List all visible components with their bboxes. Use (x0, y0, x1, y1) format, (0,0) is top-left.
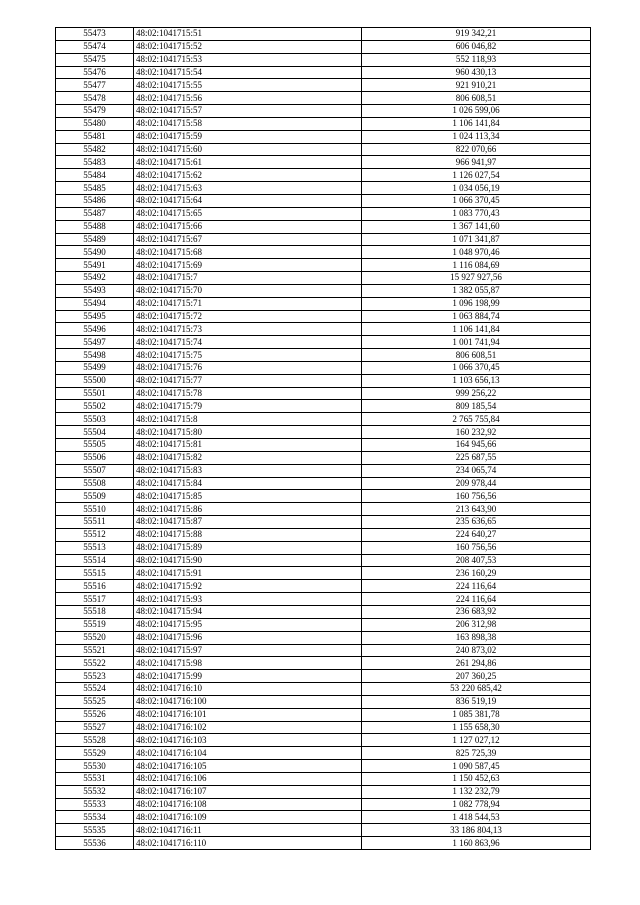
cadastral-value-cell: 1 082 778,94 (362, 798, 591, 811)
table-row (56, 284, 591, 297)
table-row (56, 246, 591, 259)
row-number-cell: 55482 (56, 143, 134, 156)
cadastral-value-cell: 2 765 755,84 (362, 413, 591, 426)
row-number-cell: 55494 (56, 297, 134, 310)
cadastral-value-cell: 261 294,86 (362, 657, 591, 670)
row-number-cell: 55488 (56, 220, 134, 233)
table-row (56, 66, 591, 79)
table-row (56, 593, 591, 606)
cadastral-value-cell: 1 132 232,79 (362, 785, 591, 798)
cadastral-number-cell: 48:02:1041715:96 (134, 631, 362, 644)
table-row (56, 297, 591, 310)
cadastral-number-cell: 48:02:1041715:51 (134, 28, 362, 41)
table-row (56, 618, 591, 631)
table-row (56, 477, 591, 490)
cadastral-value-cell: 225 687,55 (362, 451, 591, 464)
table-row (56, 528, 591, 541)
cadastral-number-cell: 48:02:1041715:54 (134, 66, 362, 79)
table-row (56, 374, 591, 387)
row-number-cell: 55534 (56, 811, 134, 824)
row-number-cell: 55474 (56, 40, 134, 53)
row-number-cell: 55529 (56, 747, 134, 760)
table-row (56, 323, 591, 336)
cadastral-number-cell: 48:02:1041715:55 (134, 79, 362, 92)
row-number-cell: 55507 (56, 464, 134, 477)
cadastral-value-table (55, 27, 591, 850)
table-row (56, 194, 591, 207)
row-number-cell: 55509 (56, 490, 134, 503)
row-number-cell: 55477 (56, 79, 134, 92)
cadastral-number-cell: 48:02:1041715:66 (134, 220, 362, 233)
cadastral-number-cell: 48:02:1041716:103 (134, 734, 362, 747)
row-number-cell: 55475 (56, 53, 134, 66)
cadastral-number-cell: 48:02:1041715:95 (134, 618, 362, 631)
row-number-cell: 55514 (56, 554, 134, 567)
row-number-cell: 55503 (56, 413, 134, 426)
row-number-cell: 55506 (56, 451, 134, 464)
table-row (56, 400, 591, 413)
cadastral-number-cell: 48:02:1041715:8 (134, 413, 362, 426)
table-row (56, 79, 591, 92)
row-number-cell: 55490 (56, 246, 134, 259)
cadastral-number-cell: 48:02:1041715:94 (134, 605, 362, 618)
cadastral-value-cell: 1 116 084,69 (362, 259, 591, 272)
table-row (56, 554, 591, 567)
cadastral-value-cell: 160 756,56 (362, 541, 591, 554)
cadastral-number-cell: 48:02:1041715:92 (134, 580, 362, 593)
row-number-cell: 55523 (56, 670, 134, 683)
cadastral-number-cell: 48:02:1041715:85 (134, 490, 362, 503)
row-number-cell: 55485 (56, 182, 134, 195)
cadastral-number-cell: 48:02:1041716:102 (134, 721, 362, 734)
row-number-cell: 55504 (56, 426, 134, 439)
cadastral-number-cell: 48:02:1041716:105 (134, 760, 362, 773)
cadastral-value-cell: 213 643,90 (362, 503, 591, 516)
table-row (56, 760, 591, 773)
table-row (56, 541, 591, 554)
cadastral-value-cell: 1 001 741,94 (362, 336, 591, 349)
row-number-cell: 55511 (56, 516, 134, 529)
cadastral-value-cell: 160 232,92 (362, 426, 591, 439)
row-number-cell: 55493 (56, 284, 134, 297)
cadastral-value-cell: 1 085 381,78 (362, 708, 591, 721)
cadastral-value-cell: 1 106 141,84 (362, 323, 591, 336)
row-number-cell: 55521 (56, 644, 134, 657)
cadastral-number-cell: 48:02:1041715:78 (134, 387, 362, 400)
row-number-cell: 55515 (56, 567, 134, 580)
cadastral-number-cell: 48:02:1041715:56 (134, 92, 362, 105)
row-number-cell: 55532 (56, 785, 134, 798)
cadastral-value-cell: 806 608,51 (362, 349, 591, 362)
cadastral-value-cell: 921 910,21 (362, 79, 591, 92)
row-number-cell: 55500 (56, 374, 134, 387)
cadastral-number-cell: 48:02:1041715:64 (134, 194, 362, 207)
cadastral-number-cell: 48:02:1041715:97 (134, 644, 362, 657)
row-number-cell: 55502 (56, 400, 134, 413)
row-number-cell: 55499 (56, 361, 134, 374)
table-row (56, 824, 591, 837)
cadastral-number-cell: 48:02:1041715:75 (134, 349, 362, 362)
cadastral-number-cell: 48:02:1041715:81 (134, 439, 362, 452)
cadastral-number-cell: 48:02:1041715:71 (134, 297, 362, 310)
cadastral-value-cell: 235 636,65 (362, 516, 591, 529)
cadastral-value-cell: 1 034 056,19 (362, 182, 591, 195)
row-number-cell: 55498 (56, 349, 134, 362)
row-number-cell: 55525 (56, 695, 134, 708)
cadastral-value-cell: 208 407,53 (362, 554, 591, 567)
table-row (56, 156, 591, 169)
cadastral-value-cell: 163 898,38 (362, 631, 591, 644)
cadastral-value-cell: 33 186 804,13 (362, 824, 591, 837)
table-row (56, 53, 591, 66)
cadastral-value-cell: 1 024 113,34 (362, 130, 591, 143)
cadastral-value-cell: 999 256,22 (362, 387, 591, 400)
cadastral-value-cell: 240 873,02 (362, 644, 591, 657)
cadastral-number-cell: 48:02:1041715:69 (134, 259, 362, 272)
cadastral-value-cell: 234 065,74 (362, 464, 591, 477)
row-number-cell: 55492 (56, 272, 134, 285)
table-row (56, 387, 591, 400)
cadastral-value-cell: 209 978,44 (362, 477, 591, 490)
cadastral-value-cell: 236 160,29 (362, 567, 591, 580)
cadastral-value-cell: 224 116,64 (362, 580, 591, 593)
cadastral-number-cell: 48:02:1041715:65 (134, 207, 362, 220)
row-number-cell: 55527 (56, 721, 134, 734)
cadastral-value-cell: 822 070,66 (362, 143, 591, 156)
cadastral-number-cell: 48:02:1041715:91 (134, 567, 362, 580)
cadastral-value-cell: 164 945,66 (362, 439, 591, 452)
cadastral-number-cell: 48:02:1041715:88 (134, 528, 362, 541)
cadastral-number-cell: 48:02:1041715:68 (134, 246, 362, 259)
cadastral-number-cell: 48:02:1041715:87 (134, 516, 362, 529)
cadastral-number-cell: 48:02:1041716:108 (134, 798, 362, 811)
cadastral-value-cell: 1 367 141,60 (362, 220, 591, 233)
cadastral-value-cell: 1 048 970,46 (362, 246, 591, 259)
cadastral-number-cell: 48:02:1041715:83 (134, 464, 362, 477)
cadastral-number-cell: 48:02:1041715:53 (134, 53, 362, 66)
cadastral-value-cell: 1 071 341,87 (362, 233, 591, 246)
row-number-cell: 55480 (56, 117, 134, 130)
table-row (56, 336, 591, 349)
table-row (56, 413, 591, 426)
cadastral-value-cell: 236 683,92 (362, 605, 591, 618)
table-row (56, 130, 591, 143)
cadastral-number-cell: 48:02:1041715:74 (134, 336, 362, 349)
cadastral-number-cell: 48:02:1041716:101 (134, 708, 362, 721)
table-row (56, 349, 591, 362)
row-number-cell: 55479 (56, 105, 134, 118)
cadastral-value-cell: 1 063 884,74 (362, 310, 591, 323)
row-number-cell: 55489 (56, 233, 134, 246)
table-row (56, 272, 591, 285)
table-row (56, 490, 591, 503)
cadastral-value-cell: 1 382 055,87 (362, 284, 591, 297)
cadastral-number-cell: 48:02:1041715:62 (134, 169, 362, 182)
row-number-cell: 55526 (56, 708, 134, 721)
cadastral-number-cell: 48:02:1041715:67 (134, 233, 362, 246)
cadastral-number-cell: 48:02:1041716:110 (134, 837, 362, 850)
row-number-cell: 55531 (56, 772, 134, 785)
cadastral-number-cell: 48:02:1041715:98 (134, 657, 362, 670)
cadastral-number-cell: 48:02:1041716:106 (134, 772, 362, 785)
cadastral-value-cell: 919 342,21 (362, 28, 591, 41)
row-number-cell: 55536 (56, 837, 134, 850)
row-number-cell: 55501 (56, 387, 134, 400)
table-row (56, 464, 591, 477)
cadastral-value-cell: 1 090 587,45 (362, 760, 591, 773)
cadastral-number-cell: 48:02:1041715:63 (134, 182, 362, 195)
row-number-cell: 55512 (56, 528, 134, 541)
cadastral-number-cell: 48:02:1041716:11 (134, 824, 362, 837)
cadastral-value-cell: 1 106 141,84 (362, 117, 591, 130)
cadastral-number-cell: 48:02:1041715:70 (134, 284, 362, 297)
cadastral-value-cell: 1 126 027,54 (362, 169, 591, 182)
cadastral-value-cell: 606 046,82 (362, 40, 591, 53)
table-row (56, 117, 591, 130)
cadastral-value-cell: 1 026 599,06 (362, 105, 591, 118)
cadastral-number-cell: 48:02:1041716:100 (134, 695, 362, 708)
table-row (56, 811, 591, 824)
table-row (56, 516, 591, 529)
row-number-cell: 55518 (56, 605, 134, 618)
table-row (56, 631, 591, 644)
table-row (56, 439, 591, 452)
table-row (56, 747, 591, 760)
cadastral-number-cell: 48:02:1041715:72 (134, 310, 362, 323)
row-number-cell: 55535 (56, 824, 134, 837)
table-row (56, 92, 591, 105)
cadastral-value-cell: 224 116,64 (362, 593, 591, 606)
table-row (56, 143, 591, 156)
row-number-cell: 55522 (56, 657, 134, 670)
cadastral-number-cell: 48:02:1041715:79 (134, 400, 362, 413)
table-row (56, 580, 591, 593)
cadastral-value-cell: 53 220 685,42 (362, 683, 591, 696)
table-row (56, 105, 591, 118)
cadastral-number-cell: 48:02:1041716:104 (134, 747, 362, 760)
table-row (56, 683, 591, 696)
cadastral-value-cell: 806 608,51 (362, 92, 591, 105)
cadastral-number-cell: 48:02:1041715:90 (134, 554, 362, 567)
table-row (56, 220, 591, 233)
table-row (56, 670, 591, 683)
cadastral-number-cell: 48:02:1041715:77 (134, 374, 362, 387)
table-row (56, 169, 591, 182)
row-number-cell: 55510 (56, 503, 134, 516)
cadastral-number-cell: 48:02:1041715:60 (134, 143, 362, 156)
cadastral-number-cell: 48:02:1041716:10 (134, 683, 362, 696)
cadastral-value-cell: 1 066 370,45 (362, 361, 591, 374)
table-body (56, 28, 591, 850)
row-number-cell: 55497 (56, 336, 134, 349)
cadastral-value-cell: 1 418 544,53 (362, 811, 591, 824)
table-row (56, 259, 591, 272)
row-number-cell: 55519 (56, 618, 134, 631)
cadastral-value-cell: 15 927 927,56 (362, 272, 591, 285)
row-number-cell: 55473 (56, 28, 134, 41)
table-row (56, 233, 591, 246)
cadastral-value-cell: 160 756,56 (362, 490, 591, 503)
row-number-cell: 55487 (56, 207, 134, 220)
table-row (56, 451, 591, 464)
row-number-cell: 55481 (56, 130, 134, 143)
row-number-cell: 55516 (56, 580, 134, 593)
cadastral-value-cell: 966 941,97 (362, 156, 591, 169)
cadastral-value-cell: 206 312,98 (362, 618, 591, 631)
cadastral-value-cell: 1 096 198,99 (362, 297, 591, 310)
cadastral-number-cell: 48:02:1041715:93 (134, 593, 362, 606)
table-row (56, 28, 591, 41)
table-row (56, 657, 591, 670)
row-number-cell: 55496 (56, 323, 134, 336)
cadastral-number-cell: 48:02:1041715:52 (134, 40, 362, 53)
table-row (56, 567, 591, 580)
table-row (56, 207, 591, 220)
cadastral-value-cell: 1 127 027,12 (362, 734, 591, 747)
row-number-cell: 55484 (56, 169, 134, 182)
row-number-cell: 55508 (56, 477, 134, 490)
cadastral-value-cell: 1 083 770,43 (362, 207, 591, 220)
cadastral-number-cell: 48:02:1041715:73 (134, 323, 362, 336)
table-row (56, 644, 591, 657)
table-row (56, 40, 591, 53)
row-number-cell: 55530 (56, 760, 134, 773)
cadastral-number-cell: 48:02:1041715:59 (134, 130, 362, 143)
cadastral-value-cell: 1 155 658,30 (362, 721, 591, 734)
cadastral-number-cell: 48:02:1041716:109 (134, 811, 362, 824)
cadastral-number-cell: 48:02:1041715:80 (134, 426, 362, 439)
cadastral-number-cell: 48:02:1041715:89 (134, 541, 362, 554)
cadastral-value-cell: 224 640,27 (362, 528, 591, 541)
row-number-cell: 55495 (56, 310, 134, 323)
cadastral-value-cell: 1 160 863,96 (362, 837, 591, 850)
table-row (56, 772, 591, 785)
cadastral-number-cell: 48:02:1041715:84 (134, 477, 362, 490)
table-row (56, 361, 591, 374)
cadastral-number-cell: 48:02:1041715:76 (134, 361, 362, 374)
row-number-cell: 55524 (56, 683, 134, 696)
table-row (56, 708, 591, 721)
cadastral-value-cell: 836 519,19 (362, 695, 591, 708)
cadastral-value-cell: 1 103 656,13 (362, 374, 591, 387)
cadastral-number-cell: 48:02:1041715:57 (134, 105, 362, 118)
cadastral-number-cell: 48:02:1041715:7 (134, 272, 362, 285)
cadastral-value-cell: 825 725,39 (362, 747, 591, 760)
cadastral-value-cell: 1 066 370,45 (362, 194, 591, 207)
row-number-cell: 55478 (56, 92, 134, 105)
cadastral-number-cell: 48:02:1041715:86 (134, 503, 362, 516)
row-number-cell: 55476 (56, 66, 134, 79)
cadastral-value-cell: 552 118,93 (362, 53, 591, 66)
table-row (56, 182, 591, 195)
row-number-cell: 55486 (56, 194, 134, 207)
table-row (56, 721, 591, 734)
table-row (56, 426, 591, 439)
table-row (56, 605, 591, 618)
row-number-cell: 55483 (56, 156, 134, 169)
cadastral-value-cell: 809 185,54 (362, 400, 591, 413)
row-number-cell: 55533 (56, 798, 134, 811)
row-number-cell: 55491 (56, 259, 134, 272)
cadastral-value-cell: 207 360,25 (362, 670, 591, 683)
cadastral-value-cell: 960 430,13 (362, 66, 591, 79)
cadastral-number-cell: 48:02:1041715:61 (134, 156, 362, 169)
table-row (56, 785, 591, 798)
cadastral-number-cell: 48:02:1041716:107 (134, 785, 362, 798)
cadastral-number-cell: 48:02:1041715:99 (134, 670, 362, 683)
row-number-cell: 55505 (56, 439, 134, 452)
table-row (56, 310, 591, 323)
cadastral-number-cell: 48:02:1041715:58 (134, 117, 362, 130)
row-number-cell: 55520 (56, 631, 134, 644)
table-row (56, 695, 591, 708)
cadastral-value-cell: 1 150 452,63 (362, 772, 591, 785)
row-number-cell: 55528 (56, 734, 134, 747)
cadastral-number-cell: 48:02:1041715:82 (134, 451, 362, 464)
row-number-cell: 55513 (56, 541, 134, 554)
table-row (56, 734, 591, 747)
table-row (56, 503, 591, 516)
table-row (56, 798, 591, 811)
row-number-cell: 55517 (56, 593, 134, 606)
table-row (56, 837, 591, 850)
